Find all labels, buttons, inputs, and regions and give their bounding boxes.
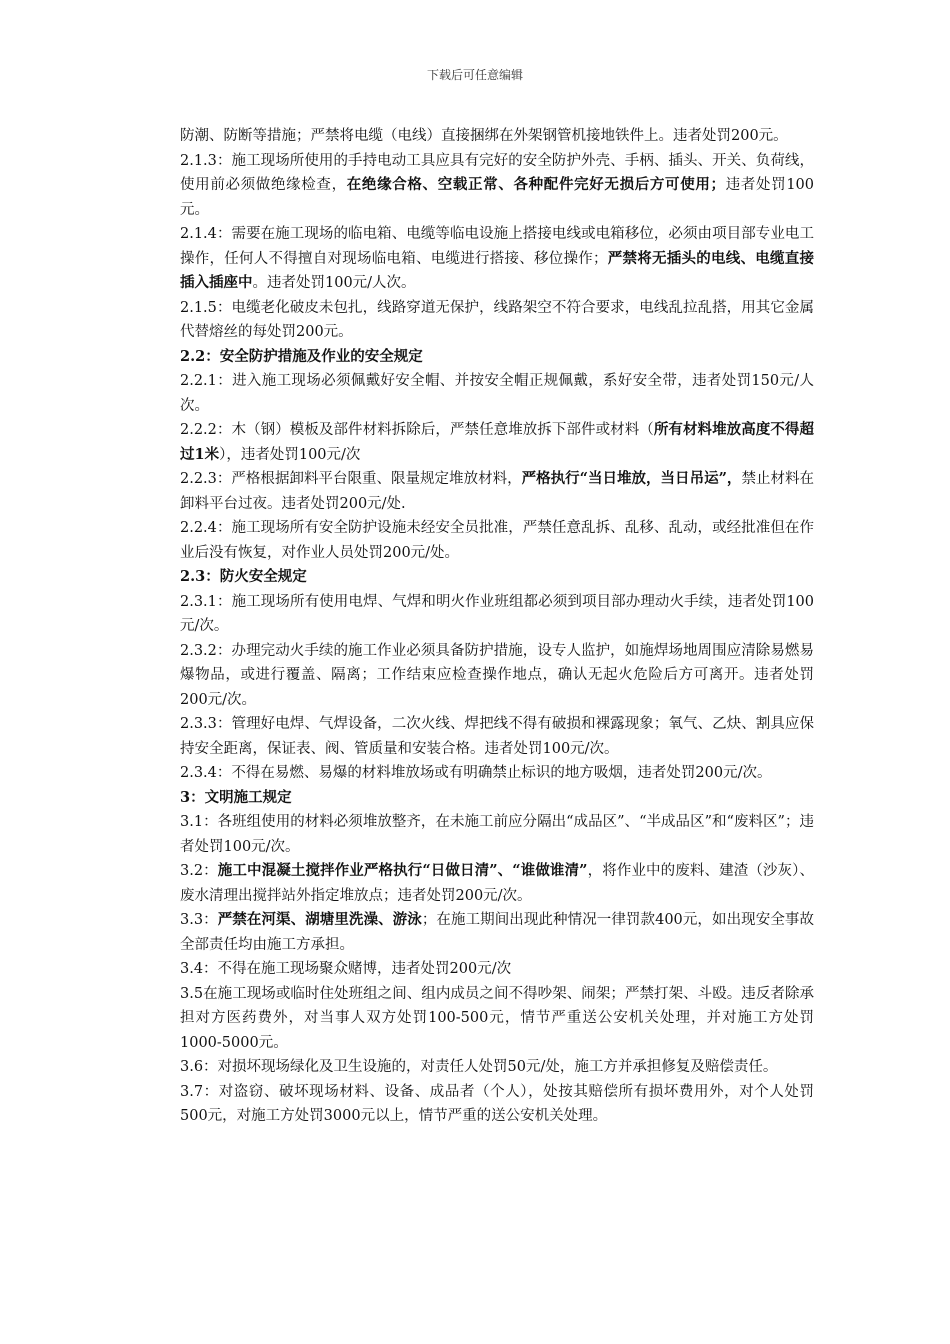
- paragraph-text: 防潮、防断等措施；严禁将电缆（电线）直接捆绑在外架钢管机接地铁件上。违者处罚200元。: [180, 128, 788, 144]
- document-body: [180, 124, 814, 1129]
- paragraph-text: 2.1.3：施工现场所使用的手持电动工具应具有完好的安全防护外壳、手柄、插头、开关、负荷线，使用前必须做绝缘检查，: [180, 152, 814, 193]
- section-heading: [180, 565, 814, 590]
- paragraph-text: 2.3.2：办理完动火手续的施工作业必须具备防护措施，设专人监护，如施焊场地周围应清除易燃易爆物品，或进行覆盖、隔离；工作结束应检查操作地点，确认无起火危险后方可离开。违者处罚200元/次。: [180, 642, 814, 708]
- clause-paragraph: [180, 957, 814, 982]
- paragraph-text: 3.5在施工现场或临时住处班组之间、组内成员之间不得吵架、闹架；严禁打架、斗殴。违反者除承担对方医药费外，对当事人双方处罚100-500元，情节严重送公安机关处理，并对施工方处罚1000-5000元。: [180, 985, 814, 1051]
- paragraph-text: 3.3：: [180, 912, 218, 928]
- clause-paragraph: [180, 1055, 814, 1080]
- clause-paragraph: [180, 982, 814, 1056]
- clause-paragraph: [180, 296, 814, 345]
- bold-emphasis: 严格执行“当日堆放，当日吊运”，: [521, 470, 742, 487]
- section-heading: [180, 345, 814, 370]
- paragraph-text: 2.2.3：严格根据卸料平台限重、限量规定堆放材料，: [180, 471, 522, 487]
- paragraph-text: 2.2.4：施工现场所有安全防护设施未经安全员批准，严禁任意乱拆、乱移、乱动，或经批准但在作业后没有恢复，对作业人员处罚200元/处。: [180, 520, 814, 561]
- bold-emphasis: 在绝缘合格、空载正常、各种配件完好无损后方可使用；: [346, 176, 726, 193]
- clause-paragraph: [180, 590, 814, 639]
- paragraph-text: 禁止材料在卸料平台过夜。违者处罚200元/处.: [180, 471, 814, 512]
- paragraph-text: ，将作业中的废料、建渣（沙灰）、废水清理出搅拌站外指定堆放点；违者处罚200元/次。: [180, 863, 815, 904]
- clause-paragraph: [180, 712, 814, 761]
- clause-paragraph: [180, 516, 814, 565]
- bold-emphasis: 施工中混凝土搅拌作业严格执行“日做日清”、“谁做谁清”: [217, 862, 588, 879]
- clause-paragraph: [180, 908, 814, 957]
- paragraph-text: 。违者处罚100元/人次。: [252, 275, 416, 291]
- bold-emphasis: 严禁在河渠、湖塘里洗澡、游泳: [217, 911, 422, 928]
- clause-paragraph: [180, 810, 814, 859]
- clause-paragraph: [180, 418, 814, 467]
- clause-paragraph: [180, 149, 814, 223]
- paragraph-text: 3.6：对损坏现场绿化及卫生设施的，对责任人处罚50元/处，施工方并承担修复及赔偿责任。: [180, 1059, 778, 1075]
- page-header: 下载后可任意编辑: [426, 68, 523, 82]
- paragraph-text: ；在施工期间出现此种情况一律罚款400元，如出现安全事故全部责任均由施工方承担。: [180, 912, 814, 953]
- paragraph-text: 3.1：各班组使用的材料必须堆放整齐，在未施工前应分隔出“成品区”、“半成品区”和“废料区”；违者处罚100元/次。: [180, 814, 814, 855]
- paragraph-text: 3.2：: [180, 863, 218, 879]
- paragraph-text: 2.2.1：进入施工现场必须佩戴好安全帽、并按安全帽正规佩戴，系好安全带，违者处罚150元/人次。: [180, 373, 814, 414]
- clause-paragraph: [180, 1080, 814, 1129]
- paragraph-text: 2.1.5：电缆老化破皮未包扎，线路穿道无保护，线路架空不符合要求，电线乱拉乱搭，用其它金属代替熔丝的每处罚200元。: [180, 299, 814, 340]
- bold-emphasis: 严禁将无插头的电线、电缆直接插入插座中: [180, 249, 814, 291]
- clause-paragraph: [180, 467, 814, 516]
- paragraph-text: 2.3.4：不得在易燃、易爆的材料堆放场或有明确禁止标识的地方吸烟，违者处罚200元/次。: [180, 765, 772, 781]
- paragraph-text: ），违者处罚100元/次: [219, 446, 361, 463]
- clause-paragraph: [180, 859, 814, 908]
- paragraph-text: 2.3.3：管理好电焊、气焊设备，二次火线、焊把线不得有破损和裸露现象；氧气、乙炔、割具应保持安全距离，保证表、阀、管质量和安装合格。违者处罚100元/次。: [180, 716, 814, 757]
- clause-paragraph: [180, 761, 814, 786]
- paragraph-text: 3：文明施工规定: [180, 788, 292, 806]
- clause-paragraph: [180, 222, 814, 296]
- section-heading: [180, 786, 814, 811]
- bold-emphasis: 所有材料堆放高度不得超过1米: [180, 421, 814, 463]
- paragraph-text: 2.2.2：木（钢）模板及部件材料拆除后，严禁任意堆放拆下部件或材料（: [180, 422, 654, 438]
- paragraph-text: 违者处罚100元。: [180, 177, 815, 218]
- paragraph-text: 2.2：安全防护措施及作业的安全规定: [180, 347, 423, 365]
- paragraph-text: 2.3.1：施工现场所有使用电焊、气焊和明火作业班组都必须到项目部办理动火手续，违者处罚100元/次。: [180, 593, 814, 634]
- paragraph-text: 3.4：不得在施工现场聚众赌博，违者处罚200元/次: [180, 961, 512, 977]
- paragraph-text: 3.7：对盗窃、破坏现场材料、设备、成品者（个人），处按其赔偿所有损坏费用外，对个人处罚500元，对施工方处罚3000元以上，情节严重的送公安机关处理。: [180, 1083, 814, 1124]
- paragraph-text: 2.1.4：需要在施工现场的临电箱、电缆等临电设施上搭接电线或电箱移位，必须由项目部专业电工操作，任何人不得擅自对现场临电箱、电缆进行搭接、移位操作；: [180, 226, 814, 267]
- clause-paragraph: [180, 369, 814, 418]
- paragraph-text: 2.3：防火安全规定: [180, 568, 307, 585]
- clause-paragraph: [180, 639, 814, 713]
- clause-paragraph: [180, 124, 814, 149]
